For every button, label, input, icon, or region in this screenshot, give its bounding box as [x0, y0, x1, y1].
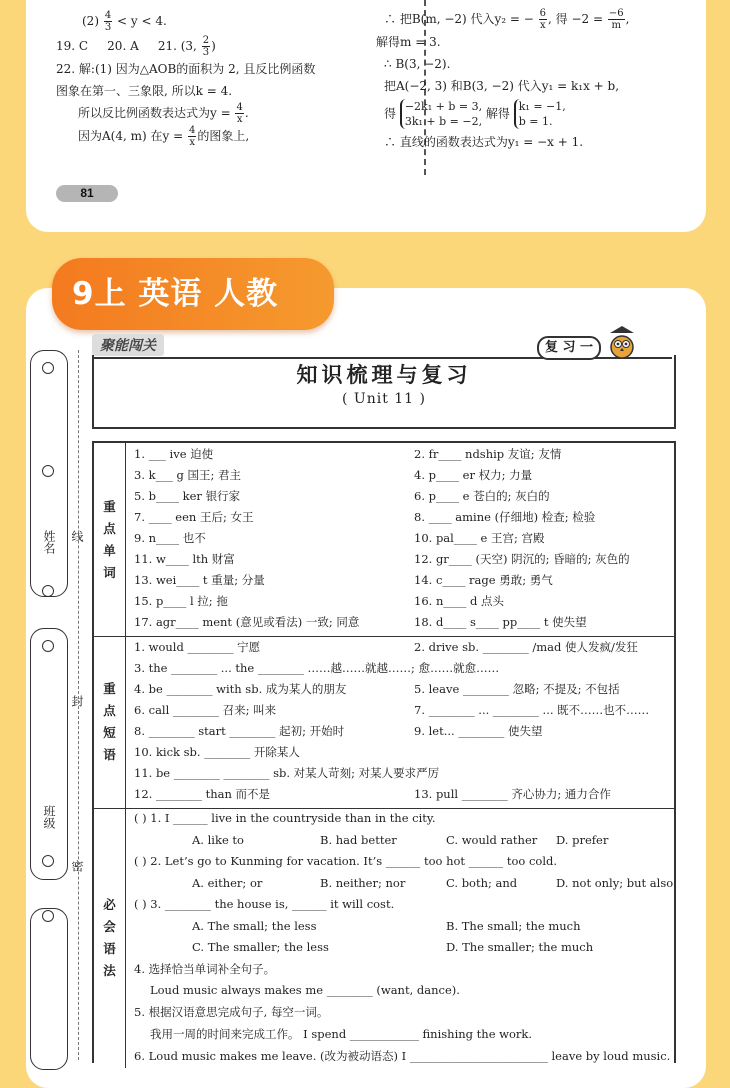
answer-line: 解得m = 3. — [376, 35, 441, 49]
fraction — [539, 8, 547, 31]
binding-hole — [42, 640, 54, 652]
label-char: 重 — [103, 498, 116, 514]
equation: k₁ = −1, — [518, 100, 566, 113]
page-title: 知识梳理与复习 — [296, 362, 472, 387]
denominator: x — [236, 114, 243, 125]
phrase-item: 11. be ________ ________ sb. 对某人苛刻; 对某人要求严厉 — [134, 766, 440, 780]
label-char: 语 — [103, 941, 116, 956]
option: B. had better — [320, 833, 397, 847]
word-item: 5. b____ ker 银行家 — [134, 489, 241, 503]
numerator: 4 — [236, 102, 243, 113]
question-4: 4. 选择恰当单词补全句子。 — [134, 962, 276, 976]
word-item: 17. agr____ ment (意见或看法) 一致; 同意 — [134, 615, 360, 629]
word-item: 2. fr____ ndship 友谊; 友情 — [414, 447, 562, 461]
phrase-item: 1. would ________ 宁愿 — [134, 640, 261, 654]
class-label: 班级 — [42, 805, 56, 829]
answer-line: 22. 解:(1) 因为△AOB的面积为 2, 且反比例函数 — [56, 62, 316, 76]
answer-line: ∴ B(3, −2). — [384, 57, 451, 71]
word-item: 15. p____ l 拉; 拖 — [134, 594, 228, 608]
option: B. The small; the much — [446, 919, 581, 933]
answer-line — [384, 99, 674, 129]
phrase-item: 10. kick sb. ________ 开除某人 — [134, 745, 300, 759]
answer-text: . — [244, 106, 249, 120]
binding-box — [30, 628, 68, 880]
answer-line: 图象在第一、三象限, 所以k = 4. — [56, 84, 233, 98]
numerator: 2 — [202, 35, 210, 46]
label-char: 点 — [103, 520, 116, 536]
option: D. prefer — [556, 833, 609, 847]
phrase-item: 2. drive sb. ________ /mad 使人发疯/发狂 — [414, 640, 638, 654]
label-char: 语 — [103, 747, 116, 762]
option: C. would rather — [446, 833, 538, 847]
question-5-text: 我用一周的时间来完成工作。 I spend ____________ finishing the work. — [150, 1027, 533, 1041]
answer-line — [82, 10, 356, 33]
section-key-words — [94, 443, 674, 637]
label-char: 短 — [103, 725, 116, 740]
binding-hole — [42, 362, 54, 374]
section-label — [94, 808, 126, 1068]
dense-label: 密 — [70, 860, 84, 872]
word-item: 6. p____ e 苍白的; 灰白的 — [414, 489, 550, 503]
question-2: ( ) 2. Let’s go to Kunming for vacation. It’s ______ too hot ______ too cold. — [134, 854, 558, 868]
word-item: 9. n____ 也不 — [134, 531, 206, 545]
option: C. The smaller; the less — [192, 940, 329, 954]
answer-line: ∴ 直线的函数表达式为y₁ = −x + 1. — [384, 135, 584, 149]
answer-text: 的图象上, — [197, 129, 250, 143]
numerator: 4 — [104, 10, 112, 21]
fraction — [235, 102, 243, 125]
answer-column-left — [56, 10, 356, 148]
answer-text: 得 — [384, 106, 397, 121]
label-char: 重 — [103, 681, 116, 696]
phrase-item: 3. the ________ ... the ________ ……越……就越……; 愈……就愈…… — [134, 661, 500, 675]
binding-margin — [30, 350, 84, 1060]
phrase-item: 5. leave ________ 忽略; 不提及; 不包括 — [414, 682, 620, 696]
label-char: 必 — [103, 897, 116, 912]
phrase-item: 12. ________ than 而不是 — [134, 787, 271, 801]
word-item: 18. d____ s____ pp____ t 使失望 — [414, 615, 587, 629]
word-item: 14. c____ rage 勇敢; 勇气 — [414, 573, 553, 587]
numerator: −6 — [608, 8, 624, 19]
question-4-text: Loud music always makes me ________ (want, dance). — [150, 983, 460, 997]
fraction — [608, 8, 625, 31]
answer-line: 把A(−2, 3) 和B(3, −2) 代入y₁ = k₁x + b, — [384, 79, 620, 93]
denominator: x — [189, 137, 195, 148]
answer-line — [78, 125, 356, 148]
review-badge: 复 习 一 — [537, 336, 601, 360]
answer-column-right — [376, 8, 674, 153]
fraction — [104, 10, 112, 33]
answer-line — [78, 102, 356, 125]
section-grammar — [94, 808, 674, 1068]
answer-text: , 得 −2 = — [548, 12, 604, 26]
question-5: 5. 根据汉语意思完成句子, 每空一词。 — [134, 1005, 329, 1019]
answer-text: 21. (3, — [157, 39, 197, 53]
question-3: ( ) 3. ________ the house is, ______ it will cost. — [134, 897, 395, 911]
word-item: 4. p____ er 权力; 力量 — [414, 468, 533, 482]
equation-system — [514, 99, 566, 129]
answer-line — [384, 8, 674, 31]
answer-text: 所以反比例函数表达式为y = — [78, 106, 231, 120]
equation: b = 1. — [518, 115, 553, 128]
option: D. not only; but also — [556, 876, 674, 890]
equation-system — [400, 99, 482, 129]
binding-hole — [42, 585, 54, 597]
seal-label: 封 — [70, 695, 84, 707]
cut-line — [78, 350, 79, 1060]
question-1: ( ) 1. I ______ live in the countryside than in the city. — [134, 811, 436, 825]
denominator: 3 — [202, 47, 210, 58]
option: A. The small; the less — [192, 919, 317, 933]
section-label — [94, 443, 126, 636]
option: D. The smaller; the much — [446, 940, 594, 954]
denominator: x — [540, 20, 546, 31]
phrase-item: 9. let... ________ 使失望 — [414, 724, 543, 738]
title-box — [92, 355, 676, 429]
label-char: 点 — [103, 703, 116, 718]
answer-text: , — [625, 12, 630, 26]
binding-box — [30, 908, 68, 1070]
option: C. both; and — [446, 876, 518, 890]
label-char: 词 — [103, 564, 116, 580]
section-label — [94, 636, 126, 808]
label-char: 会 — [103, 919, 116, 934]
phrase-item: 8. ________ start ________ 起初; 开始时 — [134, 724, 345, 738]
binding-hole — [42, 465, 54, 477]
word-item: 8. ____ amine (仔细地) 检查; 检验 — [414, 510, 596, 524]
equation: 3k₁ + b = −2, — [404, 115, 483, 128]
series-logo: 聚能闯关 — [92, 334, 164, 356]
word-item: 10. pal____ e 王宫; 宫殿 — [414, 531, 545, 545]
phrase-item: 7. ________ ... ________ ... 既不……也不…… — [414, 703, 650, 717]
label-char: 法 — [103, 963, 116, 978]
word-item: 7. ____ een 王后; 女王 — [134, 510, 254, 524]
unit-subtitle: ( Unit 11 ) — [341, 391, 426, 407]
answer-text: 19. C — [56, 39, 89, 53]
equation: −2k₁ + b = 3, — [404, 100, 483, 113]
answer-line — [56, 35, 356, 58]
word-item: 12. gr____ (天空) 阴沉的; 昏暗的; 灰色的 — [414, 552, 630, 566]
answer-text: < y < 4. — [117, 14, 167, 28]
word-item: 16. n____ d 点头 — [414, 594, 505, 608]
fraction — [202, 35, 210, 58]
answer-text: ∴ 把B(m, −2) 代入y₂ = − — [384, 12, 534, 26]
answer-text: (2) — [82, 14, 99, 28]
word-item: 1. ___ ive 迫使 — [134, 447, 214, 461]
label-char: 单 — [103, 542, 116, 558]
name-label: 姓名 — [42, 530, 56, 554]
option: A. like to — [192, 833, 244, 847]
word-item: 3. k___ g 国王; 君主 — [134, 468, 242, 482]
answer-text: ) — [211, 39, 216, 53]
denominator: 3 — [104, 22, 112, 33]
phrase-item: 13. pull ________ 齐心协力; 通力合作 — [414, 787, 611, 801]
review-table — [92, 441, 676, 1063]
subject-tag: 9上 英语 人教 — [52, 258, 334, 330]
fraction — [188, 125, 196, 148]
question-6: 6. Loud music makes me leave. (改为被动语态) I ________________________ leave by loud music. — [134, 1049, 671, 1063]
word-item: 13. wei____ t 重量; 分量 — [134, 573, 265, 587]
word-item: 11. w____ lth 财富 — [134, 552, 235, 566]
phrase-item: 6. call ________ 召来; 叫来 — [134, 703, 277, 717]
answer-text: 因为A(4, m) 在y = — [78, 129, 184, 143]
answer-text: 解得 — [485, 106, 510, 121]
binding-hole — [42, 855, 54, 867]
numerator: 4 — [188, 125, 196, 136]
option: B. neither; nor — [320, 876, 406, 890]
line-label: 线 — [70, 530, 84, 542]
math-answer-page — [56, 0, 676, 215]
section-key-phrases — [94, 636, 674, 809]
phrase-item: 4. be ________ with sb. 成为某人的朋友 — [134, 682, 347, 696]
page-number: 81 — [56, 185, 118, 202]
answer-text: 20. A — [107, 39, 139, 53]
binding-hole — [42, 910, 54, 922]
numerator: 6 — [539, 8, 547, 19]
option: A. either; or — [192, 876, 263, 890]
denominator: m — [611, 20, 621, 31]
